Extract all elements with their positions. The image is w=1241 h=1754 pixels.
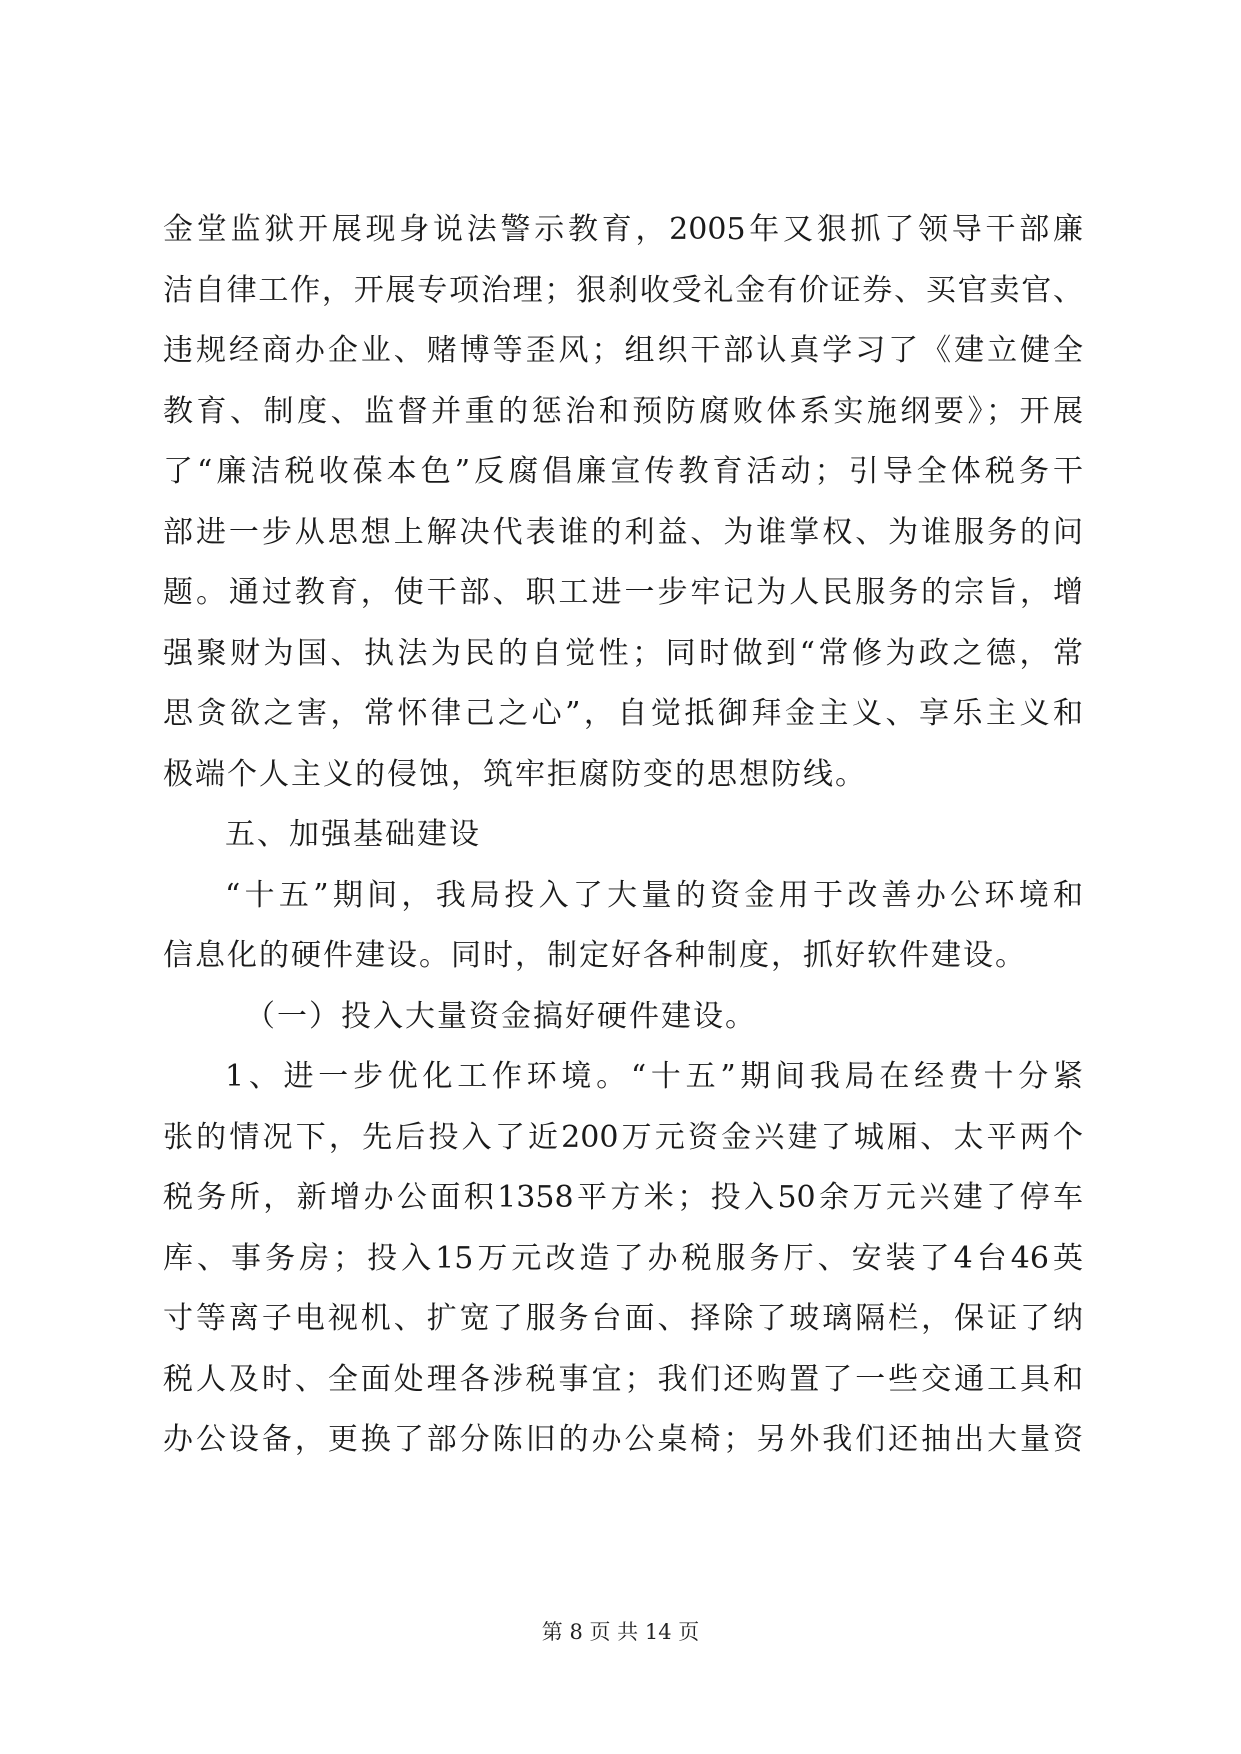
paragraph-line: 寸等离子电视机、扩宽了服务台面、择除了玻璃隔栏，保证了纳 <box>163 1301 1083 1336</box>
paragraph-line: 极端个人主义的侵蚀，筑牢拒腐防变的思想防线。 <box>163 756 867 792</box>
section-heading: 五、加强基础建设 <box>225 817 481 852</box>
paragraph-line: 张的情况下，先后投入了近200万元资金兴建了城厢、太平两个 <box>163 1119 1083 1155</box>
body-text <box>163 200 1083 1471</box>
paragraph-line: 办公设备，更换了部分陈旧的办公桌椅；另外我们还抽出大量资 <box>163 1422 1083 1457</box>
paragraph-line: 了“廉洁税收葆本色”反腐倡廉宣传教育活动；引导全体税务干 <box>163 454 1083 489</box>
paragraph-line: 库、事务房；投入15万元改造了办税服务厅、安装了4台46英 <box>163 1240 1083 1276</box>
paragraph-line: 税人及时、全面处理各涉税事宜；我们还购置了一些交通工具和 <box>163 1361 1083 1397</box>
paragraph-line: 题。通过教育，使干部、职工进一步牢记为人民服务的宗旨，增 <box>163 575 1083 610</box>
paragraph-line: 违规经商办企业、赌博等歪风；组织干部认真学习了《建立健全 <box>163 333 1083 368</box>
paragraph-line: 教育、制度、监督并重的惩治和预防腐败体系实施纲要》；开展 <box>163 393 1083 429</box>
paragraph-line: 1、进一步优化工作环境。“十五”期间我局在经费十分紧 <box>225 1059 1083 1094</box>
paragraph-line: 思贪欲之害，常怀律己之心”，自觉抵御拜金主义、享乐主义和 <box>163 696 1083 731</box>
paragraph-line: 强聚财为国、执法为民的自觉性；同时做到“常修为政之德，常 <box>163 635 1083 671</box>
paragraph-line: 信息化的硬件建设。同时，制定好各种制度，抓好软件建设。 <box>163 938 1027 973</box>
paragraph-line: 金堂监狱开展现身说法警示教育，2005年又狠抓了领导干部廉 <box>163 212 1083 247</box>
paragraph-line: 税务所，新增办公面积1358平方米；投入50余万元兴建了停车 <box>163 1180 1083 1215</box>
paragraph-line: “十五”期间，我局投入了大量的资金用于改善办公环境和 <box>225 877 1083 913</box>
paragraph-line: 洁自律工作，开展专项治理；狠刹收受礼金有价证券、买官卖官、 <box>163 272 1083 308</box>
paragraph-line: 部进一步从思想上解决代表谁的利益、为谁掌权、为谁服务的问 <box>163 514 1083 550</box>
page-footer: 第 8 页 共 14 页 <box>541 1620 700 1644</box>
subsection-heading: （一）投入大量资金搞好硬件建设。 <box>245 998 757 1034</box>
